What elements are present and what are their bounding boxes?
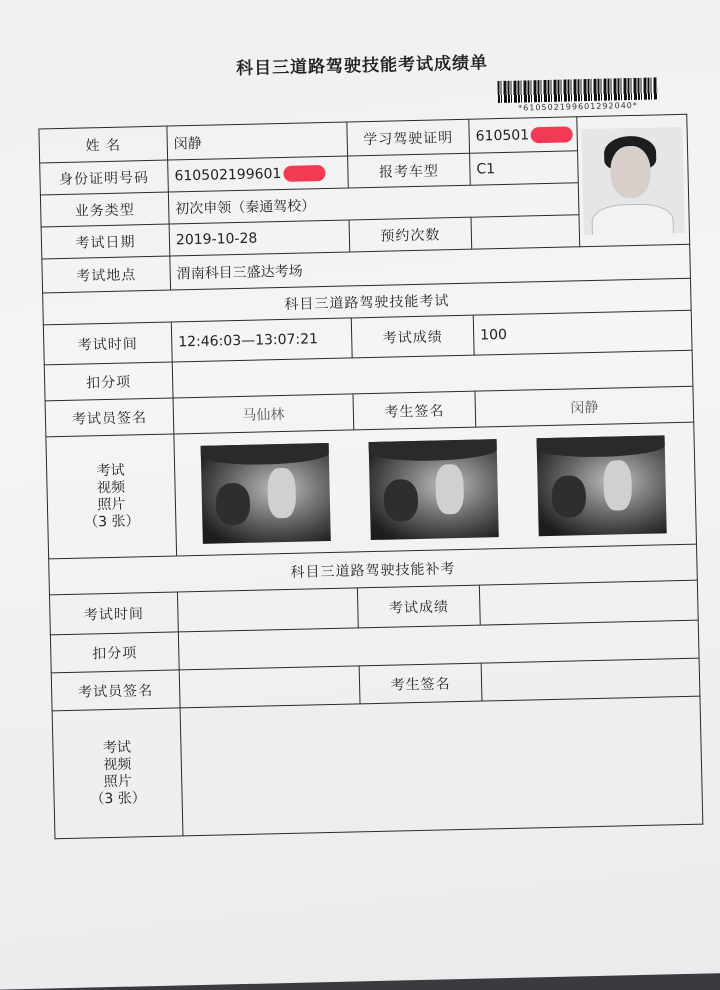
name-value: 闵静 [167, 122, 348, 160]
exam-video-photo [369, 439, 499, 540]
appointments-value [471, 215, 580, 249]
candidate-photo [582, 126, 685, 234]
id-value [168, 156, 349, 192]
makeup-examiner-sign-label: 考试员签名 [51, 670, 180, 711]
main-examiner-sign-label: 考试员签名 [45, 398, 174, 437]
photos-label-line: 考试 [102, 739, 132, 756]
id-label: 身份证明号码 [40, 160, 169, 195]
vehicle-value: C1 [470, 151, 579, 185]
business-label: 业务类型 [40, 192, 169, 227]
redaction-mark [283, 164, 325, 181]
document-title: 科目三道路驾驶技能考试成绩单 [235, 53, 489, 79]
main-candidate-sign-label: 考生签名 [353, 391, 476, 430]
id-number: 610502199601 [174, 165, 282, 184]
main-time-value: 12:46:03—13:07:21 [171, 318, 352, 362]
makeup-score-value [479, 580, 698, 625]
main-deduction-label: 扣分项 [44, 362, 173, 401]
photo-cell [577, 114, 690, 246]
makeup-photos-label [52, 708, 183, 839]
license-cert-label: 学习驾驶证明 [347, 119, 470, 156]
main-examiner-signature: 马仙林 [173, 394, 354, 434]
photos-label-line: 照片 [103, 773, 132, 790]
main-photos-cell [174, 422, 697, 556]
exam-video-photo [537, 435, 667, 536]
location-label: 考试地点 [42, 256, 171, 293]
appointments-label: 预约次数 [349, 217, 472, 252]
exam-video-photo [201, 442, 331, 543]
location-value: 渭南科目三盛达考场 [170, 244, 691, 290]
date-value: 2019-10-28 [169, 220, 350, 256]
makeup-candidate-signature [481, 658, 700, 701]
business-value: 初次申领（秦通驾校） [168, 183, 579, 224]
makeup-time-value [177, 588, 358, 632]
photos-label-line: 视频 [103, 756, 132, 773]
vehicle-label: 报考车型 [348, 153, 471, 188]
makeup-score-label: 考试成绩 [357, 585, 480, 628]
makeup-photos-cell [180, 696, 703, 836]
license-cert-value [469, 117, 578, 153]
photos-label-line: 照片 [97, 496, 126, 513]
main-score-value: 100 [473, 310, 692, 355]
barcode [497, 77, 657, 103]
makeup-exam-section-title: 科目三道路驾驶技能补考 [49, 544, 698, 595]
main-exam-section-title: 科目三道路驾驶技能考试 [43, 278, 692, 325]
makeup-deduction-label: 扣分项 [50, 632, 179, 673]
name-label: 姓 名 [39, 126, 168, 163]
main-photos-label [46, 434, 177, 559]
main-time-label: 考试时间 [43, 322, 172, 365]
photos-label-line: （3 张） [83, 512, 140, 531]
makeup-candidate-sign-label: 考生签名 [359, 663, 482, 704]
photos-label-line: （3 张） [90, 789, 146, 807]
makeup-time-label: 考试时间 [49, 592, 178, 635]
photos-label-line: 考试 [96, 462, 125, 479]
barcode-number: *610502199601292040* [518, 100, 638, 113]
main-score-label: 考试成绩 [351, 315, 474, 358]
makeup-examiner-signature [179, 666, 360, 708]
score-table [38, 114, 703, 840]
license-cert-number: 610501 [475, 126, 530, 145]
date-label: 考试日期 [41, 224, 170, 259]
main-candidate-signature: 闵静 [475, 386, 694, 427]
photos-label-line: 视频 [96, 479, 126, 496]
redaction-mark [531, 126, 573, 143]
